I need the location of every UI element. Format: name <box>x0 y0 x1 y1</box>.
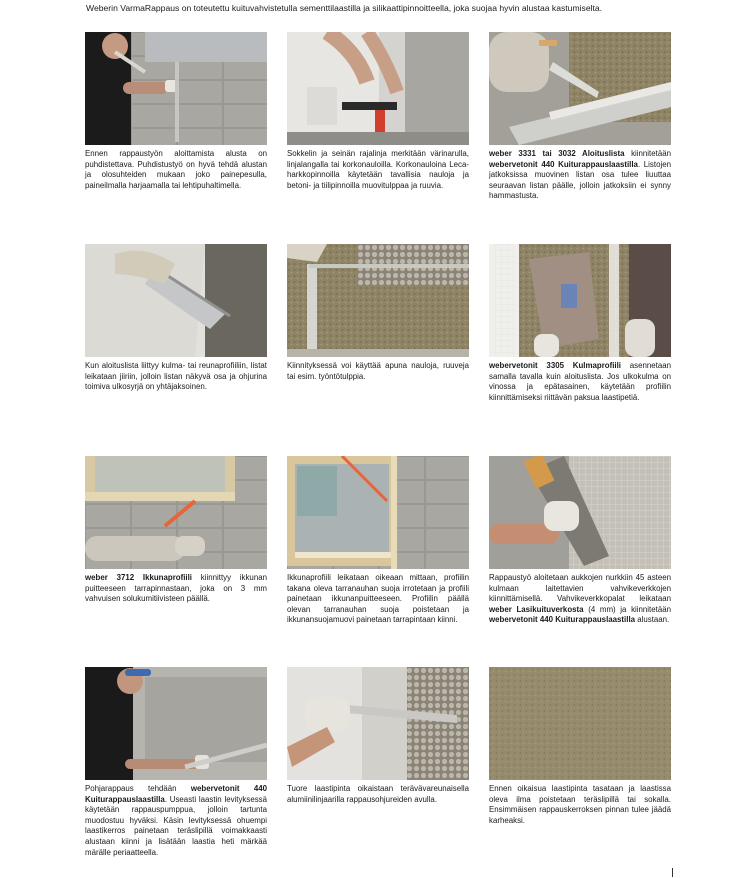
step-caption <box>287 361 469 382</box>
caption-text: (4 mm) ja kiinnitetään <box>583 604 671 614</box>
base-coat-spray-photo <box>85 667 267 780</box>
caption-text: Tuore laastipinta oikaistaan terävävareunaisella alumiinilinjaarilla rappausohjureiden avulla. <box>287 784 469 804</box>
corner-cut-photo <box>85 244 267 357</box>
step-4 <box>85 244 267 393</box>
step-caption <box>489 149 671 202</box>
product-name: webervetonit 440 Kuiturappauslaastilla <box>489 159 638 169</box>
caption-text: Ennen rappaustyön aloittamista alusta on puhdistettava. Puhdistustyö on hyvä tehdä alustan ja olosuhteiden mukaan joko painepesulla, paineilmalla harjaamalla tai lehtipuhaltimella. <box>85 149 267 190</box>
step-caption <box>85 149 267 191</box>
step-3 <box>489 32 671 202</box>
mesh-patches-photo <box>489 456 671 569</box>
caption-text: Ikkunaprofiili leikataan oikeaan mittaan, profiilin takana oleva tarranauhan suoja irrotetaan ja profiili painetaan ikkunanpuitteeseen. Profiilin päällä olevan tarranauhan suoja poistetaan ja ikkunansuojamuovi painetaan tarrapintaan kiinni. <box>287 573 469 625</box>
step-9 <box>489 456 671 626</box>
step-caption <box>287 149 469 191</box>
starter-strip-photo <box>489 32 671 145</box>
anchoring-photo <box>287 244 469 357</box>
corner-profile-photo <box>489 244 671 357</box>
caption-text: . Useasti laastin levityksessä käytetään rappauspumppua, jolloin tartunta muodostuu hyväksi. Käsin levityksessä ohuempi laastikerros painetaan teräslipillä voimakkaasti alustaan kiinni ja lisätään laastia heti märkää märälle periaatteella. <box>85 794 267 857</box>
product-name: weber 3331 tai 3032 Aloituslista <box>489 149 625 158</box>
step-1 <box>85 32 267 191</box>
product-name: weber Lasikuituverkosta <box>489 604 584 614</box>
caption-text: kiinnittyy ikkunan puitteeseen tarrapinnastaan, joka on 3 mm vahvuisen solukumitiivisteen päällä. <box>85 573 267 604</box>
finished-surface-photo <box>489 667 671 780</box>
step-caption <box>287 784 469 805</box>
caption-text: Ennen oikaisua laastipinta tasataan ja laastissa oleva ilma poistetaan teräslipillä tai sokalla. Ensimmäisen rappauskerroksen pinnan tulee jäädä karheaksi. <box>489 784 671 825</box>
step-2 <box>287 32 469 191</box>
step-11 <box>287 667 469 805</box>
caption-text: asennetaan samalla tavalla kuin aloituslista. Jos ulkokulma on vinossa ja epätasainen, käytetään profiilin kiinnittämiseksi riittävän paksua laastipetiä. <box>489 361 671 402</box>
product-name: webervetonit 3305 Kulmaprofiili <box>489 361 621 370</box>
step-5 <box>287 244 469 382</box>
step-caption <box>489 361 671 403</box>
step-caption <box>85 573 267 605</box>
step-caption <box>489 573 671 626</box>
step-caption <box>85 784 267 858</box>
caption-text: alustaan. <box>635 615 670 625</box>
step-7 <box>85 456 267 605</box>
caption-text: Sokkelin ja seinän rajalinja merkitään värinarulla, linjalangalla tai korkonauloilla. Korkonauloina Leca-harkkopinnoilla käytetään tavallisia nauloja ja betoni- ja tiilipinnoilla muovitulppaa ja ruuvia. <box>287 149 469 190</box>
window-profile-photo <box>85 456 267 569</box>
caption-text: Kiinnityksessä voi käyttää apuna nauloja, ruuveja tai esim. työntötulppia. <box>287 361 469 381</box>
step-caption <box>287 573 469 626</box>
intro-text: Weberin VarmaRappaus on toteutettu kuituvahvistetulla sementtilaastilla ja silikaattipinnoitteella, joka suojaa hyvin alustaa kastumiselta. <box>86 3 603 13</box>
caption-text: Kun aloituslista liittyy kulma- tai reunaprofiiliin, listat leikataan jiiriin, jolloin listan näkyvä osa ja ohjurina toimiva ulkosyrjä on yhtäjaksoinen. <box>85 361 267 392</box>
step-10 <box>85 667 267 858</box>
step-caption <box>85 361 267 393</box>
product-name: weber 3712 Ikkunaprofiili <box>85 573 192 582</box>
caption-text: kiinnitetään <box>624 149 671 158</box>
step-12 <box>489 667 671 826</box>
window-profile-cut-photo <box>287 456 469 569</box>
step-caption <box>489 784 671 826</box>
step-6 <box>489 244 671 403</box>
caption-text: Rappaustyö aloitetaan aukkojen nurkkiin 45 asteen kulmaan laitettavien vahvikeverkkojen kiinnittämisellä. Vahvikeverkkopalat leikataan <box>489 573 671 604</box>
step-8 <box>287 456 469 626</box>
page-edge-mark <box>672 868 673 877</box>
caption-text: . Listojen jatkoksissa muovinen listan osa tulee liuuttaa seuraavan listan päälle, jolloin jatkoksiin ei synny hammastusta. <box>489 159 671 201</box>
caption-text: Pohjarappaus tehdään <box>85 784 191 793</box>
marking-line-photo <box>287 32 469 145</box>
product-name: webervetonit 440 Kuiturappauslaastilla <box>489 615 636 625</box>
levelling-photo <box>287 667 469 780</box>
product-name: webervetonit 440 Kuiturappauslaastilla <box>85 784 267 804</box>
cleaning-wall-photo <box>85 32 267 145</box>
